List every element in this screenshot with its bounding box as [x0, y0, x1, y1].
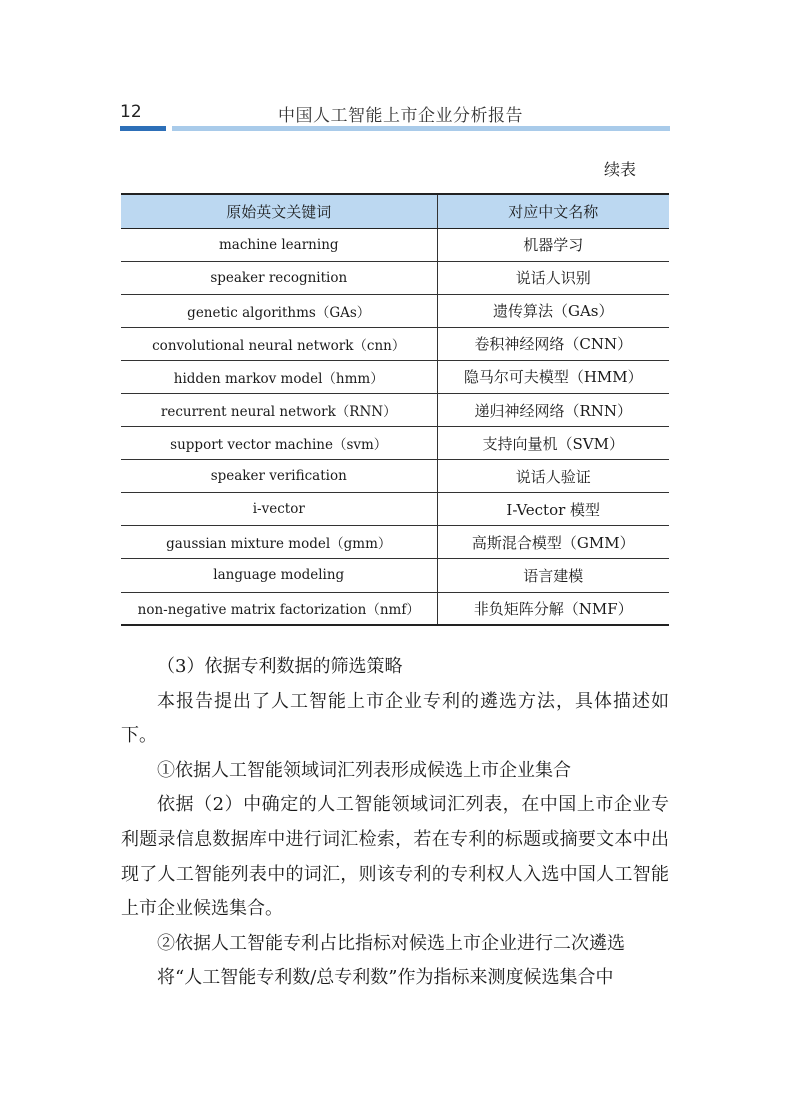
- body-text: [121, 650, 669, 996]
- table-row: [121, 327, 669, 360]
- chinese-name-cell: I-Vector 模型: [437, 493, 669, 526]
- chinese-name-cell: 说话人验证: [437, 460, 669, 493]
- chinese-name-cell: 非负矩阵分解（NMF）: [437, 592, 669, 625]
- english-keyword-cell: speaker verification: [121, 460, 437, 493]
- table-row: [121, 493, 669, 526]
- column-header-english: 原始英文关键词: [121, 194, 437, 228]
- english-keyword-cell: support vector machine（svm）: [121, 427, 437, 460]
- table-row: [121, 526, 669, 559]
- chinese-name-cell: 机器学习: [437, 228, 669, 261]
- english-keyword-cell: non-negative matrix factorization（nmf）: [121, 592, 437, 625]
- chinese-name-cell: 语言建模: [437, 559, 669, 592]
- table-row: [121, 427, 669, 460]
- chinese-name-cell: 卷积神经网络（CNN）: [437, 327, 669, 360]
- table-caption: 续表: [603, 160, 636, 179]
- chinese-name-cell: 隐马尔可夫模型（HMM）: [437, 360, 669, 393]
- chinese-name-cell: 递归神经网络（RNN）: [437, 393, 669, 426]
- english-keyword-cell: convolutional neural network（cnn）: [121, 327, 437, 360]
- step-heading: ②依据人工智能专利占比指标对候选上市企业进行二次遴选: [157, 932, 625, 954]
- running-title: 中国人工智能上市企业分析报告: [278, 106, 523, 126]
- column-header-chinese: 对应中文名称: [437, 194, 669, 228]
- paragraph: 本报告提出了人工智能上市企业专利的遴选方法，具体描述如下。: [121, 690, 669, 747]
- header-rule: [172, 126, 670, 131]
- chinese-name-cell: 高斯混合模型（GMM）: [437, 526, 669, 559]
- table-row: [121, 460, 669, 493]
- english-keyword-cell: hidden markov model（hmm）: [121, 360, 437, 393]
- table-row: [121, 559, 669, 592]
- table-row: [121, 228, 669, 261]
- keyword-table: [121, 193, 669, 626]
- english-keyword-cell: machine learning: [121, 228, 437, 261]
- chinese-name-cell: 遗传算法（GAs）: [437, 294, 669, 327]
- table-row: [121, 592, 669, 625]
- page-number: 12: [120, 102, 142, 122]
- english-keyword-cell: genetic algorithms（GAs）: [121, 294, 437, 327]
- chinese-name-cell: 说话人识别: [437, 261, 669, 294]
- english-keyword-cell: speaker recognition: [121, 261, 437, 294]
- paragraph: 将“人工智能专利数/总专利数”作为指标来测度候选集合中: [157, 967, 614, 989]
- table-row: [121, 360, 669, 393]
- paragraph: 依据（2）中确定的人工智能领域词汇列表，在中国上市企业专利题录信息数据库中进行词汇检索，若在专利的标题或摘要文本中出现了人工智能列表中的词汇，则该专利的专利权人入选中国人工智能上市企业候选集合。: [121, 794, 669, 920]
- table-row: [121, 261, 669, 294]
- step-heading: ①依据人工智能领域词汇列表形成候选上市企业集合: [157, 759, 571, 781]
- english-keyword-cell: i-vector: [121, 493, 437, 526]
- header-rule-accent: [120, 126, 166, 131]
- section-heading: （3）依据专利数据的筛选策略: [157, 656, 403, 677]
- english-keyword-cell: gaussian mixture model（gmm）: [121, 526, 437, 559]
- english-keyword-cell: language modeling: [121, 559, 437, 592]
- table-row: [121, 294, 669, 327]
- table-row: [121, 393, 669, 426]
- table-header-row: [121, 194, 669, 228]
- page-header: [120, 96, 670, 136]
- chinese-name-cell: 支持向量机（SVM）: [437, 427, 669, 460]
- english-keyword-cell: recurrent neural network（RNN）: [121, 393, 437, 426]
